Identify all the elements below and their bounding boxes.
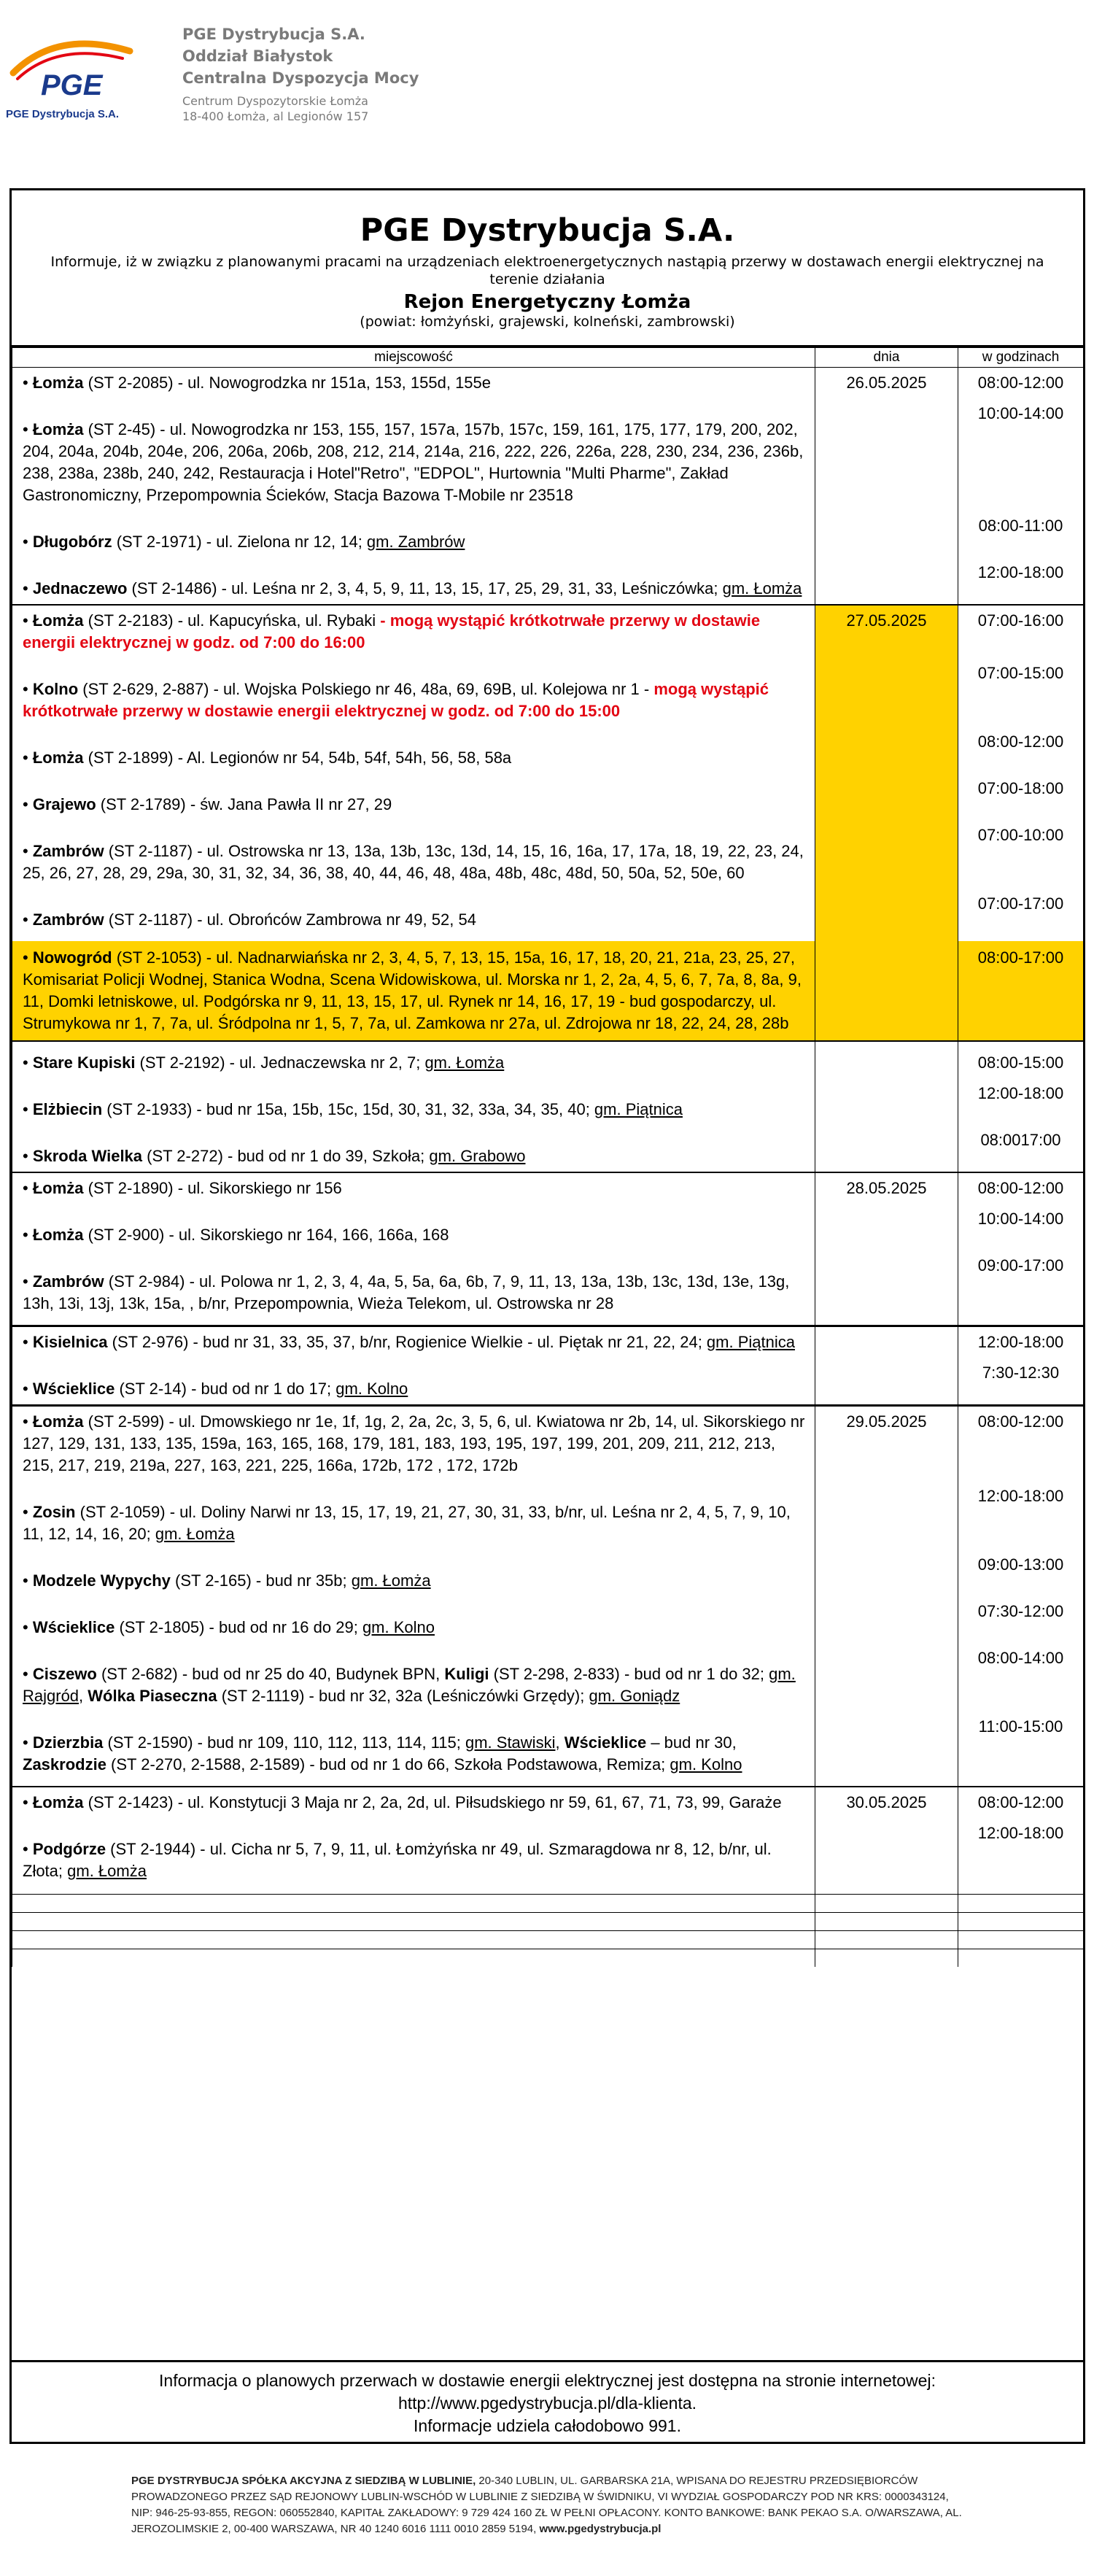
- table-row: [12, 1643, 1084, 1711]
- date-cell: [815, 1643, 958, 1711]
- place-cell: • Łomża (ST 2-45) - ul. Nowogrodzka nr 153, 155, 157, 157a, 157b, 157c, 159, 161, 175, 177, 179, 200, 202, 204, 204a, 204b, 204e, 206, 206a, 206b, 208, 212, 214, 214a, 216, 222, 226, 226a, 228, 230, 234, 236, 236b, 238, 238a, 238b, 240, 242, Restauracja i Hotel"Retro", "EDPOL", Hurtownia "Multi Pharme", Zakład Gastronomiczny, Przepompownia Ścieków, Stacja Bazowa T-Mobile nr 23518: [12, 398, 815, 511]
- hours-cell: 08:00-14:00: [958, 1643, 1084, 1711]
- table-row: [12, 658, 1084, 727]
- table-row: [12, 1078, 1084, 1125]
- hours-cell: 12:00-18:00: [958, 1078, 1084, 1125]
- place-cell: • Kolno (ST 2-629, 2-887) - ul. Wojska Polskiego nr 46, 48a, 69, 69B, ul. Kolejowa nr 1 - mogą wystąpić krótkotrwałe przerwy w dostawie energii elektrycznej w godz. od 7:00 do 15:00: [12, 658, 815, 727]
- date-cell: [815, 1550, 958, 1596]
- empty-row: [12, 1931, 1084, 1949]
- letterhead: [0, 0, 1094, 146]
- place-cell: • Kisielnica (ST 2-976) - bud nr 31, 33, 35, 37, b/nr, Rogienice Wielkie - ul. Piętak nr 21, 22, 24; gm. Piątnica: [12, 1326, 815, 1358]
- hours-cell: 09:00-13:00: [958, 1550, 1084, 1596]
- date-cell: [815, 1818, 958, 1895]
- letterhead-branch: Oddział Białystok: [182, 47, 333, 65]
- logo-caption: PGE Dystrybucja S.A.: [6, 108, 120, 120]
- place-cell: • Łomża (ST 2-2183) - ul. Kapucyńska, ul. Rybaki - mogą wystąpić krótkotrwałe przerwy w dostawie energii elektrycznej w godz. od 7:00 do 16:00: [12, 605, 815, 658]
- notice-title: PGE Dystrybucja S.A.: [360, 212, 735, 249]
- hours-cell: 12:00-18:00: [958, 557, 1084, 605]
- hours-cell: 12:00-18:00: [958, 1326, 1084, 1358]
- logo-text: PGE: [41, 69, 103, 101]
- date-cell: 29.05.2025: [815, 1406, 958, 1482]
- table-row: [12, 1406, 1084, 1482]
- table-row: [12, 889, 1084, 941]
- notice-header: [12, 190, 1083, 347]
- hours-cell: 08:00-12:00: [958, 1787, 1084, 1818]
- hours-cell: 07:00-10:00: [958, 820, 1084, 889]
- table-row: [12, 1711, 1084, 1787]
- column-header-hours: w godzinach: [958, 348, 1084, 368]
- hours-cell: 07:30-12:00: [958, 1596, 1084, 1643]
- region-counties: (powiat: łomżyński, grajewski, kolneński, zambrowski): [360, 314, 735, 330]
- date-cell: [815, 1596, 958, 1643]
- hours-cell: 10:00-14:00: [958, 1204, 1084, 1250]
- hours-cell: 7:30-12:30: [958, 1358, 1084, 1406]
- table-row: [12, 1818, 1084, 1895]
- letterhead-center: Centrum Dyspozytorskie Łomża: [182, 94, 368, 108]
- notice-frame: [9, 188, 1085, 2444]
- table-row: [12, 557, 1084, 605]
- date-cell: [815, 820, 958, 889]
- hours-cell: 08:00-11:00: [958, 511, 1084, 557]
- column-header-place: miejscowość: [12, 348, 815, 368]
- date-cell: [815, 1041, 958, 1078]
- date-cell: [815, 398, 958, 511]
- place-cell: • Jednaczewo (ST 2-1486) - ul. Leśna nr 2, 3, 4, 5, 9, 11, 13, 15, 17, 25, 29, 31, 33, Leśniczówka; gm. Łomża: [12, 557, 815, 605]
- table-row: [12, 820, 1084, 889]
- outage-schedule-table: [12, 347, 1084, 1967]
- empty-row: [12, 1895, 1084, 1913]
- date-cell: [815, 889, 958, 941]
- table-row: [12, 1326, 1084, 1358]
- region-name: Rejon Energetyczny Łomża: [403, 291, 691, 313]
- date-cell: 28.05.2025: [815, 1172, 958, 1204]
- date-cell: [815, 511, 958, 557]
- place-cell: • Nowogród (ST 2-1053) - ul. Nadnarwiańska nr 2, 3, 4, 5, 7, 13, 15, 15a, 16, 17, 18, 20, 21, 21a, 23, 25, 27, Komisariat Policji Wodnej, Stanica Wodna, Scena Widowiskowa, ul. Morska nr 1, 2, 2a, 4, 5, 6, 7, 7a, 8, 8a, 9, 11, Domki letniskowe, ul. Podgórska nr 9, 11, 13, 15, 17, ul. Rynek nr 14, 16, 17, 19 - bud gospodarczy, ul. Strumykowa nr 1, 7, 7a, ul. Śródpolna nr 1, 5, 7, 7a, ul. Zamkowa nr 27a, ul. Zdrojowa nr 18, 22, 24, 28, 28b: [12, 941, 815, 1041]
- date-cell: [815, 557, 958, 605]
- place-cell: • Łomża (ST 2-599) - ul. Dmowskiego nr 1e, 1f, 1g, 2, 2a, 2c, 3, 5, 6, ul. Kwiatowa nr 2b, 14, ul. Sikorskiego nr 127, 129, 131, 133, 135, 159a, 163, 165, 168, 179, 181, 183, 193, 195, 197, 199, 201, 209, 211, 212, 213, 215, 217, 219, 219a, 227, 163, 221, 225, 166a, 172b, 172 , 172, 172b: [12, 1406, 815, 1482]
- hours-cell: 08:00-12:00: [958, 1172, 1084, 1204]
- place-cell: • Stare Kupiski (ST 2-2192) - ul. Jednaczewska nr 2, 7; gm. Łomża: [12, 1041, 815, 1078]
- place-cell: • Grajewo (ST 2-1789) - św. Jana Pawła II nr 27, 29: [12, 773, 815, 820]
- date-cell: [815, 727, 958, 773]
- hours-cell: 07:00-17:00: [958, 889, 1084, 941]
- date-cell: [815, 1250, 958, 1326]
- date-cell: [815, 941, 958, 1041]
- empty-row: [12, 1949, 1084, 1968]
- letterhead-text: [182, 23, 419, 124]
- place-cell: • Długobórz (ST 2-1971) - ul. Zielona nr 12, 14; gm. Zambrów: [12, 511, 815, 557]
- place-cell: • Łomża (ST 2-1890) - ul. Sikorskiego nr 156: [12, 1172, 815, 1204]
- empty-row: [12, 1913, 1084, 1931]
- date-cell: 27.05.2025: [815, 605, 958, 658]
- hours-cell: 12:00-18:00: [958, 1481, 1084, 1550]
- date-cell: [815, 1481, 958, 1550]
- date-cell: [815, 1125, 958, 1172]
- table-row: [12, 398, 1084, 511]
- table-row-highlighted: [12, 941, 1084, 1041]
- company-registration-info: [131, 2473, 966, 2537]
- place-cell: • Wścieklice (ST 2-14) - bud od nr 1 do 17; gm. Kolno: [12, 1358, 815, 1406]
- table-row: [12, 511, 1084, 557]
- place-cell: • Łomża (ST 2-900) - ul. Sikorskiego nr 164, 166, 166a, 168: [12, 1204, 815, 1250]
- table-header-row: [12, 348, 1084, 368]
- letterhead-department: Centralna Dyspozycja Mocy: [182, 69, 419, 87]
- hours-cell: 08:00-12:00: [958, 727, 1084, 773]
- table-row: [12, 1358, 1084, 1406]
- company-website[interactable]: www.pgedystrybucja.pl: [539, 2523, 662, 2535]
- hours-cell: 07:00-16:00: [958, 605, 1084, 658]
- hours-cell: 08:00-12:00: [958, 368, 1084, 399]
- letterhead-address: 18-400 Łomża, al Legionów 157: [182, 109, 369, 123]
- table-row: [12, 773, 1084, 820]
- place-cell: • Zosin (ST 2-1059) - ul. Doliny Narwi nr 13, 15, 17, 19, 21, 27, 30, 31, 33, b/nr, ul. Leśna nr 2, 4, 5, 7, 9, 10, 11, 12, 14, 16, 20; gm. Łomża: [12, 1481, 815, 1550]
- hours-cell: 09:00-17:00: [958, 1250, 1084, 1326]
- table-row: [12, 1041, 1084, 1078]
- place-cell: • Zambrów (ST 2-984) - ul. Polowa nr 1, 2, 3, 4, 4a, 5, 5a, 6a, 6b, 7, 9, 11, 13, 13a, 13b, 13c, 13d, 13e, 13g, 13h, 13i, 13j, 13k, 15a, , b/nr, Przepompownia, Wieża Telekom, ul. Ostrowska nr 28: [12, 1250, 815, 1326]
- table-row: [12, 727, 1084, 773]
- table-row: [12, 1204, 1084, 1250]
- hours-cell: 11:00-15:00: [958, 1711, 1084, 1787]
- letterhead-company: PGE Dystrybucja S.A.: [182, 26, 365, 43]
- place-cell: • Modzele Wypychy (ST 2-165) - bud nr 35b; gm. Łomża: [12, 1550, 815, 1596]
- hours-cell: 10:00-14:00: [958, 398, 1084, 511]
- hours-cell: 08:00-15:00: [958, 1041, 1084, 1078]
- hours-cell: 08:00-12:00: [958, 1406, 1084, 1482]
- schedule-body: [12, 368, 1084, 1968]
- place-cell: • Zambrów (ST 2-1187) - ul. Obrońców Zambrowa nr 49, 52, 54: [12, 889, 815, 941]
- hours-cell: 07:00-15:00: [958, 658, 1084, 727]
- place-cell: • Skroda Wielka (ST 2-272) - bud od nr 1 do 39, Szkoła; gm. Grabowo: [12, 1125, 815, 1172]
- place-cell: • Łomża (ST 2-2085) - ul. Nowogrodzka nr 151a, 153, 155d, 155e: [12, 368, 815, 399]
- place-cell: • Zambrów (ST 2-1187) - ul. Ostrowska nr 13, 13a, 13b, 13c, 13d, 14, 15, 16, 16a, 17, 17a, 18, 19, 22, 23, 24, 25, 26, 27, 28, 29, 29a, 30, 31, 32, 34, 36, 38, 40, 44, 46, 48, 48a, 48b, 48c, 48d, 50, 50a, 52, 50e, 60: [12, 820, 815, 889]
- company-name: PGE DYSTRYBUCJA SPÓŁKA AKCYJNA Z SIEDZIBĄ W LUBLINIE,: [131, 2475, 476, 2487]
- date-cell: [815, 1711, 958, 1787]
- date-cell: [815, 1078, 958, 1125]
- date-cell: [815, 1358, 958, 1406]
- info-line-3: Informacje udziela całodobowo 991.: [414, 2416, 681, 2435]
- date-cell: [815, 773, 958, 820]
- company-details: 20-340 LUBLIN, UL. GARBARSKA 21A, WPISANA DO REJESTRU PRZEDSIĘBIORCÓW PROWADZONEGO PRZEZ SĄD REJONOWY LUBLIN-WSCHÓD W LUBLINIE Z SIEDZIBĄ W ŚWIDNIKU, VI WYDZIAŁ GOSPODARCZY POD NR KRS: 0000343124, NIP: 946-25-93-855, REGON: 060552840, KAPITAŁ ZAKŁADOWY: 9 729 424 160 ZŁ W PEŁNI OPŁACONY. KONTO BANKOWE: BANK PEKAO S.A. O/WARSZAWA, AL. JEROZOLIMSKIE 2, 00-400 WARSZAWA, NR 40 1240 6016 1111 0010 2859 5194,: [131, 2475, 962, 2535]
- notice-subtitle: Informuje, iż w związku z planowanymi pracami na urządzeniach elektroenergetycznych nastąpią przerwy w dostawach energii elektrycznej na terenie działania: [50, 254, 1044, 287]
- place-cell: • Elżbiecin (ST 2-1933) - bud nr 15a, 15b, 15c, 15d, 30, 31, 32, 33a, 34, 35, 40; gm. Piątnica: [12, 1078, 815, 1125]
- place-cell: • Dzierzbia (ST 2-1590) - bud nr 109, 110, 112, 113, 114, 115; gm. Stawiski, Wścieklice – bud nr 30, Zaskrodzie (ST 2-270, 2-1588, 2-1589) - bud od nr 1 do 66, Szkoła Podstawowa, Remiza; gm. Kolno: [12, 1711, 815, 1787]
- column-header-date: dnia: [815, 348, 958, 368]
- hours-cell: 07:00-18:00: [958, 773, 1084, 820]
- place-cell: • Ciszewo (ST 2-682) - bud od nr 25 do 40, Budynek BPN, Kuligi (ST 2-298, 2-833) - bud od nr 1 do 32; gm. Rajgród, Wólka Piaseczna (ST 2-1119) - bud nr 32, 32a (Leśniczówki Grzędy); gm. Goniądz: [12, 1643, 815, 1711]
- date-cell: 30.05.2025: [815, 1787, 958, 1818]
- table-row: [12, 605, 1084, 658]
- info-website-link[interactable]: http://www.pgedystrybucja.pl/dla-klienta.: [397, 2394, 697, 2413]
- date-cell: [815, 658, 958, 727]
- place-cell: • Łomża (ST 2-1899) - Al. Legionów nr 54, 54b, 54f, 54h, 56, 58, 58a: [12, 727, 815, 773]
- hours-cell: 12:00-18:00: [958, 1818, 1084, 1895]
- place-cell: • Podgórze (ST 2-1944) - ul. Cicha nr 5, 7, 9, 11, ul. Łomżyńska nr 49, ul. Szmaragdowa nr 8, 12, b/nr, ul. Złota; gm. Łomża: [12, 1818, 815, 1895]
- table-row: [12, 1481, 1084, 1550]
- place-cell: • Wścieklice (ST 2-1805) - bud od nr 16 do 29; gm. Kolno: [12, 1596, 815, 1643]
- table-row: [12, 1550, 1084, 1596]
- table-row: [12, 1787, 1084, 1818]
- table-row: [12, 1125, 1084, 1172]
- place-cell: • Łomża (ST 2-1423) - ul. Konstytucji 3 Maja nr 2, 2a, 2d, ul. Piłsudskiego nr 59, 61, 67, 71, 73, 99, Garaże: [12, 1787, 815, 1818]
- table-row: [12, 368, 1084, 399]
- pge-logo-icon: [6, 22, 137, 109]
- hours-cell: 08:00-17:00: [958, 941, 1084, 1041]
- table-row: [12, 1250, 1084, 1326]
- info-line-1: Informacja o planowych przerwach w dostawie energii elektrycznej jest dostępna na stronie internetowej:: [159, 2371, 936, 2390]
- date-cell: [815, 1326, 958, 1358]
- hours-cell: 08:0017:00: [958, 1125, 1084, 1172]
- date-cell: 26.05.2025: [815, 368, 958, 399]
- date-cell: [815, 1204, 958, 1250]
- table-row: [12, 1596, 1084, 1643]
- table-row: [12, 1172, 1084, 1204]
- info-footer: [12, 2360, 1083, 2437]
